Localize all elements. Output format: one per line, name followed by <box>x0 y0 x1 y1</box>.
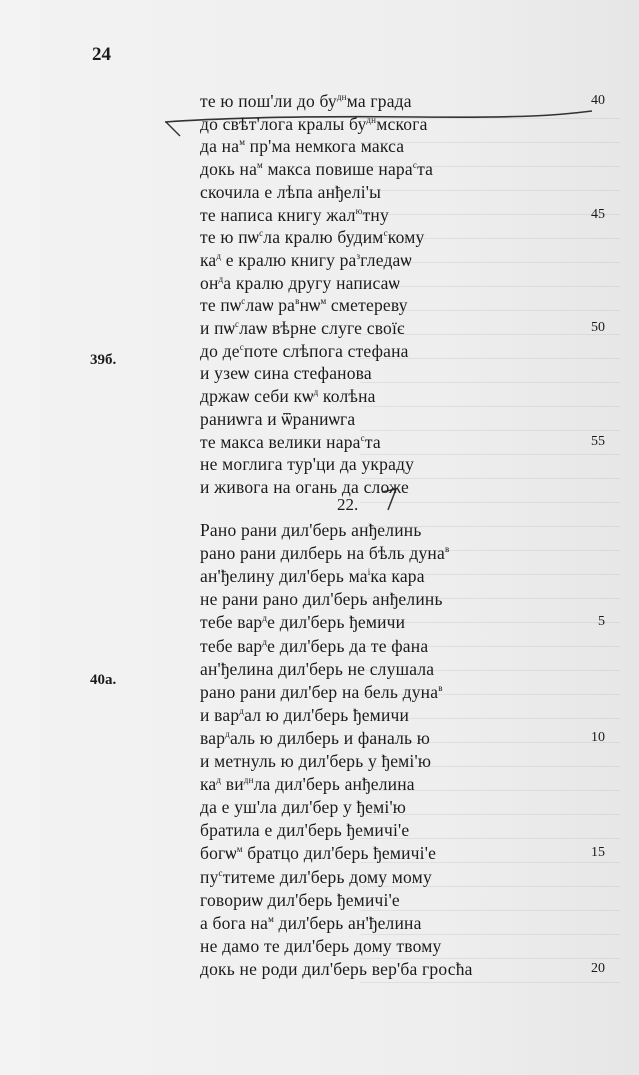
verse-line: богѡ$^м$ братцо дил'берь ђемичі'е <box>200 843 437 864</box>
verse-line: и живога на огань да сложе <box>200 476 410 497</box>
verse-line: до свѣт'лога кралы $бу^{дн}мскога$ <box>200 113 428 134</box>
verse-line: говориѡ дил'берь ђемичі'е <box>200 889 400 910</box>
verse-line: тебе вар$^д$е дил'берь ђемичи <box>200 612 406 633</box>
verse-line: рано рани дилберь на бѣль дуна$^в$ <box>200 543 450 564</box>
line-number: 20 <box>591 960 605 976</box>
verse-line: и вар$^д$ал ю дил'берь ђемичи <box>200 704 410 725</box>
verse-line: скочила е лѣпа анђелі'ы <box>200 181 382 202</box>
verse-line: држаѡ себи $кѡ^д$ колѣна <box>200 386 376 407</box>
line-number: 40 <box>591 93 605 108</box>
verse-line: ан'ђелину дил'берь $ма^іка$ кара <box>200 566 425 587</box>
verse-line: те $пѡ^слаѡ$ $ра^внѡ^м$ сметереву <box>200 295 408 316</box>
verse-line: те написа книгу жал$^ю$тну <box>200 204 389 225</box>
verse-line: и метнуль ю дил'берь у ђемі'ю <box>200 751 432 771</box>
line-number: 50 <box>591 320 605 335</box>
verse-line: ан'ђелина дил'берь не слушала <box>200 658 435 679</box>
verse-line: $ка^д$ е кралю книгу $ра^згледаѡ$ <box>200 249 412 270</box>
verse-line: Рано рани дил'берь анђелинь <box>200 520 422 540</box>
verse-line: докь не роди дил'берь вер'ба гросћа <box>200 958 473 979</box>
verse-line: рано рани дил'бер на бель дуна$^в$ <box>200 681 443 702</box>
verse-line: не дамо те дил'берь дому твому <box>200 935 442 956</box>
verse-line: и $пѡ^слаѡ$ вѣрне слуге своїє <box>200 318 405 338</box>
verse-line: раниѡга и ѿраниѡга <box>200 408 356 429</box>
verse-line: $пу^ститеме$ дил'берь дому мому <box>200 866 432 887</box>
verse-line: те ю пош'ли до $бу^{дн}ма$ града <box>200 91 412 111</box>
verse-line: до $де^споте$ слѣпога стефана <box>200 340 409 361</box>
folio-mark: 39б. <box>90 352 117 368</box>
verse-line: тебе вар$^д$е дил'берь да те фана <box>200 635 429 656</box>
line-number: 55 <box>591 433 605 449</box>
song-number: 22. <box>337 495 359 514</box>
verse-line: $он^да$ кралю другу написаѡ <box>200 272 400 293</box>
verse-line: докь $на^м$ макса повише нара$^с$та <box>200 159 434 180</box>
verse-line: и узеѡ сина стефанова <box>200 363 372 384</box>
folio-mark: 40а. <box>90 672 117 688</box>
verse-line: а бога $на^м$ дил'берь ан'ђелина <box>200 912 422 933</box>
line-number: 10 <box>591 729 605 745</box>
verse-line: братила е дил'берь ђемичі'е <box>200 820 410 841</box>
verse-line: те макса велики нара$^с$та <box>200 431 381 452</box>
verse-line: вар$^д$аль ю дилберь и фаналь ю <box>200 727 431 748</box>
verse-line: не моглига тур'ци да украду <box>200 454 415 475</box>
line-number: 45 <box>591 206 605 222</box>
page-number: 24 <box>92 44 111 65</box>
verse-line: не рани рано дил'берь анђелинь <box>200 589 443 610</box>
line-number: 15 <box>591 845 605 861</box>
verse-line: да е уш'ла дил'бер у ђемі'ю <box>200 797 407 818</box>
line-number: 5 <box>598 614 605 630</box>
verse-line: $ка^д$ $ви^{дн}ла$ дил'берь анђелина <box>200 774 415 795</box>
verse-line: да $на^м$ пр'ма немкога макса <box>200 136 405 157</box>
verse-line: те ю $пѡ^сла$ кралю будим$^с$кому <box>200 227 425 248</box>
